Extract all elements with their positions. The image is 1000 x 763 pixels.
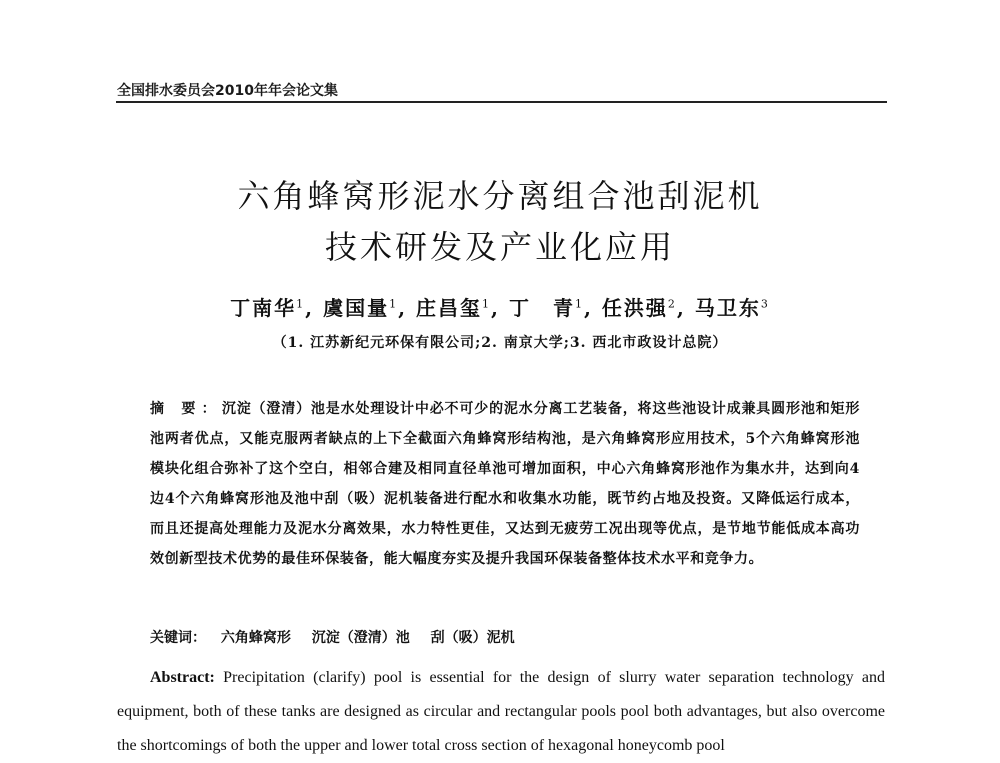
abstract-cn-label: 摘 要： <box>150 401 222 417</box>
abstract-en-text: Precipitation (clarify) pool is essential for the design of slurry water separation technology and equipment, both of these tanks are designed as circular and rectangular pools pool both advantages, but also overcome the shortcomings of both the upper and lower total cross section of hexagonal honeycomb pool <box>117 669 886 754</box>
keywords <box>150 627 531 647</box>
author: 虞国量$^1$, <box>323 296 408 320</box>
affiliations: （1. 江苏新纪元环保有限公司;2. 南京大学;3. 西北市政设计总院） <box>272 335 728 351</box>
keyword: 刮（吸）泥机 <box>430 630 515 646</box>
abstract-chinese <box>150 394 860 574</box>
author: 庄昌玺$^1$, <box>416 296 500 320</box>
author: 马卫东$^3$ <box>694 296 770 320</box>
paper-title-line2: 技术研发及产业化应用 <box>324 228 675 266</box>
abstract-cn-text: 沉淀（澄清）池是水处理设计中必不可少的泥水分离工艺装备，将这些池设计成兼具圆形池和矩形池两者优点，又能克服两者缺点的上下全截面六角蜂窝形结构池，是六角蜂窝形应用技术，5个六角蜂窝形池模块化组合弥补了这个空白，相邻合建及相同直径单池可增加面积，中心六角蜂窝形池作为集水井，达到向4边4个六角蜂窝形池及池中刮（吸）泥机装备进行配水和收集水功能，既节约占地及投资。又降低运行成本，而且还提高处理能力及泥水分离效果，水力特性更佳，又达到无疲劳工况出现等优点，是节地节能低成本高功效创新型技术优势的最佳环保装备，能大幅度夯实及提升我国环保装备整体技术水平和竞争力。 <box>150 401 860 567</box>
paper-title-line1: 六角蜂窝形泥水分离组合池刮泥机 <box>237 177 763 215</box>
keyword: 六角蜂窝形 <box>220 630 291 646</box>
abstract-english <box>117 661 885 763</box>
author: 任洪强$^2$, <box>601 296 686 320</box>
abstract-en-label: Abstract: <box>150 669 215 686</box>
keywords-label: 关键词： <box>150 630 206 646</box>
author: 丁南华$^1$, <box>230 296 315 320</box>
running-head: 全国排水委员会2010年年会论文集 <box>117 83 338 99</box>
keyword: 沉淀（澄清）池 <box>311 630 410 646</box>
header-rule <box>116 101 887 103</box>
author: 丁 青$^1$, <box>508 296 593 320</box>
author-list <box>0 292 1000 321</box>
